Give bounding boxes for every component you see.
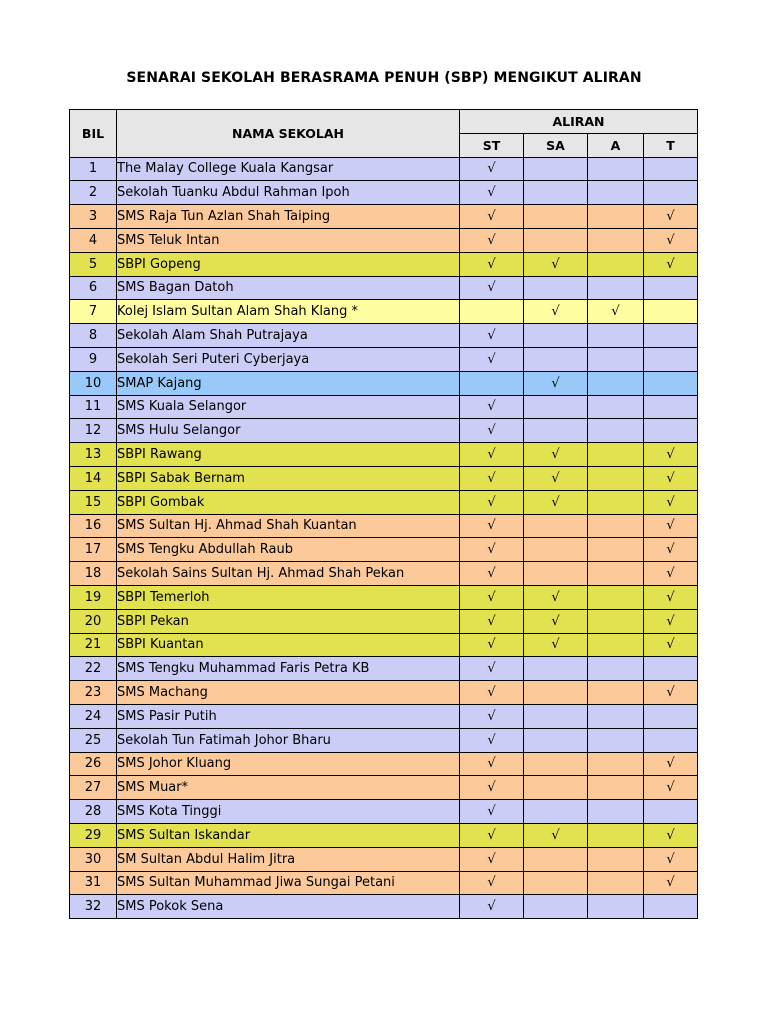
st-mark: √ bbox=[460, 895, 524, 919]
school-name: Sekolah Alam Shah Putrajaya bbox=[117, 324, 460, 348]
t-mark: √ bbox=[644, 490, 698, 514]
st-mark: √ bbox=[460, 252, 524, 276]
row-number: 4 bbox=[70, 228, 117, 252]
row-number: 2 bbox=[70, 181, 117, 205]
school-name: SMS Bagan Datoh bbox=[117, 276, 460, 300]
a-mark bbox=[588, 728, 644, 752]
t-mark: √ bbox=[644, 466, 698, 490]
sa-mark bbox=[524, 395, 588, 419]
st-mark: √ bbox=[460, 443, 524, 467]
a-mark bbox=[588, 252, 644, 276]
a-mark bbox=[588, 847, 644, 871]
t-mark: √ bbox=[644, 205, 698, 229]
school-name: SMS Sultan Muhammad Jiwa Sungai Petani bbox=[117, 871, 460, 895]
t-mark: √ bbox=[644, 228, 698, 252]
st-mark: √ bbox=[460, 490, 524, 514]
row-number: 1 bbox=[70, 157, 117, 181]
st-mark bbox=[460, 300, 524, 324]
sa-mark bbox=[524, 562, 588, 586]
row-number: 31 bbox=[70, 871, 117, 895]
a-mark bbox=[588, 181, 644, 205]
sa-mark bbox=[524, 800, 588, 824]
table-row bbox=[70, 538, 698, 562]
row-number: 29 bbox=[70, 823, 117, 847]
sa-mark: √ bbox=[524, 443, 588, 467]
row-number: 23 bbox=[70, 681, 117, 705]
row-number: 17 bbox=[70, 538, 117, 562]
t-mark: √ bbox=[644, 633, 698, 657]
header-st: ST bbox=[460, 133, 524, 157]
row-number: 14 bbox=[70, 466, 117, 490]
sa-mark: √ bbox=[524, 300, 588, 324]
sa-mark bbox=[524, 276, 588, 300]
st-mark: √ bbox=[460, 419, 524, 443]
sa-mark: √ bbox=[524, 466, 588, 490]
st-mark: √ bbox=[460, 514, 524, 538]
t-mark bbox=[644, 800, 698, 824]
sa-mark bbox=[524, 228, 588, 252]
row-number: 8 bbox=[70, 324, 117, 348]
a-mark bbox=[588, 324, 644, 348]
table-row bbox=[70, 633, 698, 657]
a-mark: √ bbox=[588, 300, 644, 324]
row-number: 25 bbox=[70, 728, 117, 752]
school-name: SBPI Gombak bbox=[117, 490, 460, 514]
school-name: Sekolah Sains Sultan Hj. Ahmad Shah Pekan bbox=[117, 562, 460, 586]
table-row bbox=[70, 657, 698, 681]
row-number: 6 bbox=[70, 276, 117, 300]
st-mark: √ bbox=[460, 752, 524, 776]
a-mark bbox=[588, 895, 644, 919]
a-mark bbox=[588, 514, 644, 538]
t-mark: √ bbox=[644, 776, 698, 800]
table-row bbox=[70, 371, 698, 395]
st-mark: √ bbox=[460, 466, 524, 490]
sa-mark: √ bbox=[524, 371, 588, 395]
row-number: 26 bbox=[70, 752, 117, 776]
school-name: SMS Hulu Selangor bbox=[117, 419, 460, 443]
header-sa: SA bbox=[524, 133, 588, 157]
row-number: 7 bbox=[70, 300, 117, 324]
st-mark: √ bbox=[460, 800, 524, 824]
a-mark bbox=[588, 704, 644, 728]
school-name: SMS Johor Kluang bbox=[117, 752, 460, 776]
t-mark: √ bbox=[644, 681, 698, 705]
a-mark bbox=[588, 776, 644, 800]
a-mark bbox=[588, 633, 644, 657]
a-mark bbox=[588, 157, 644, 181]
st-mark bbox=[460, 371, 524, 395]
t-mark: √ bbox=[644, 847, 698, 871]
school-name: SMS Muar* bbox=[117, 776, 460, 800]
a-mark bbox=[588, 228, 644, 252]
table-row bbox=[70, 585, 698, 609]
st-mark: √ bbox=[460, 562, 524, 586]
t-mark: √ bbox=[644, 562, 698, 586]
t-mark bbox=[644, 347, 698, 371]
school-name: SMS Teluk Intan bbox=[117, 228, 460, 252]
row-number: 22 bbox=[70, 657, 117, 681]
st-mark: √ bbox=[460, 538, 524, 562]
table-row bbox=[70, 823, 698, 847]
a-mark bbox=[588, 871, 644, 895]
table-row bbox=[70, 443, 698, 467]
table-row bbox=[70, 157, 698, 181]
row-number: 21 bbox=[70, 633, 117, 657]
table-row bbox=[70, 847, 698, 871]
st-mark: √ bbox=[460, 395, 524, 419]
sa-mark: √ bbox=[524, 609, 588, 633]
school-name: SBPI Gopeng bbox=[117, 252, 460, 276]
row-number: 18 bbox=[70, 562, 117, 586]
t-mark bbox=[644, 300, 698, 324]
table-row bbox=[70, 419, 698, 443]
row-number: 11 bbox=[70, 395, 117, 419]
a-mark bbox=[588, 562, 644, 586]
a-mark bbox=[588, 609, 644, 633]
t-mark: √ bbox=[644, 252, 698, 276]
t-mark bbox=[644, 895, 698, 919]
header-t: T bbox=[644, 133, 698, 157]
row-number: 30 bbox=[70, 847, 117, 871]
row-number: 20 bbox=[70, 609, 117, 633]
school-name: Sekolah Seri Puteri Cyberjaya bbox=[117, 347, 460, 371]
t-mark: √ bbox=[644, 871, 698, 895]
table-row bbox=[70, 490, 698, 514]
table-row bbox=[70, 681, 698, 705]
sa-mark bbox=[524, 657, 588, 681]
table-row bbox=[70, 871, 698, 895]
t-mark: √ bbox=[644, 443, 698, 467]
sa-mark bbox=[524, 847, 588, 871]
sa-mark: √ bbox=[524, 823, 588, 847]
table-row bbox=[70, 181, 698, 205]
sa-mark: √ bbox=[524, 633, 588, 657]
school-table bbox=[69, 109, 698, 919]
a-mark bbox=[588, 752, 644, 776]
t-mark bbox=[644, 181, 698, 205]
school-name: SMS Tengku Muhammad Faris Petra KB bbox=[117, 657, 460, 681]
t-mark bbox=[644, 324, 698, 348]
school-name: SMAP Kajang bbox=[117, 371, 460, 395]
table-header bbox=[70, 110, 698, 158]
sa-mark: √ bbox=[524, 490, 588, 514]
school-name: SBPI Sabak Bernam bbox=[117, 466, 460, 490]
st-mark: √ bbox=[460, 205, 524, 229]
row-number: 3 bbox=[70, 205, 117, 229]
row-number: 16 bbox=[70, 514, 117, 538]
a-mark bbox=[588, 347, 644, 371]
school-name: SMS Pokok Sena bbox=[117, 895, 460, 919]
school-name: SMS Raja Tun Azlan Shah Taiping bbox=[117, 205, 460, 229]
school-name: SMS Kota Tinggi bbox=[117, 800, 460, 824]
st-mark: √ bbox=[460, 609, 524, 633]
st-mark: √ bbox=[460, 871, 524, 895]
st-mark: √ bbox=[460, 347, 524, 371]
sa-mark: √ bbox=[524, 585, 588, 609]
table-row bbox=[70, 609, 698, 633]
st-mark: √ bbox=[460, 704, 524, 728]
a-mark bbox=[588, 823, 644, 847]
school-name: SBPI Temerloh bbox=[117, 585, 460, 609]
header-aliran: ALIRAN bbox=[460, 110, 698, 134]
t-mark bbox=[644, 704, 698, 728]
school-name: The Malay College Kuala Kangsar bbox=[117, 157, 460, 181]
table-row bbox=[70, 347, 698, 371]
table-row bbox=[70, 752, 698, 776]
a-mark bbox=[588, 466, 644, 490]
row-number: 24 bbox=[70, 704, 117, 728]
table-row bbox=[70, 324, 698, 348]
table-row bbox=[70, 395, 698, 419]
a-mark bbox=[588, 276, 644, 300]
sa-mark bbox=[524, 895, 588, 919]
table-row bbox=[70, 895, 698, 919]
sa-mark bbox=[524, 776, 588, 800]
a-mark bbox=[588, 681, 644, 705]
row-number: 9 bbox=[70, 347, 117, 371]
table-row bbox=[70, 800, 698, 824]
sa-mark bbox=[524, 205, 588, 229]
sa-mark bbox=[524, 681, 588, 705]
sa-mark bbox=[524, 538, 588, 562]
school-name: SM Sultan Abdul Halim Jitra bbox=[117, 847, 460, 871]
sa-mark bbox=[524, 347, 588, 371]
sa-mark bbox=[524, 728, 588, 752]
sa-mark bbox=[524, 419, 588, 443]
table-row bbox=[70, 300, 698, 324]
t-mark bbox=[644, 419, 698, 443]
sa-mark bbox=[524, 514, 588, 538]
st-mark: √ bbox=[460, 823, 524, 847]
table-row bbox=[70, 776, 698, 800]
st-mark: √ bbox=[460, 657, 524, 681]
t-mark: √ bbox=[644, 514, 698, 538]
row-number: 10 bbox=[70, 371, 117, 395]
table-row bbox=[70, 514, 698, 538]
st-mark: √ bbox=[460, 633, 524, 657]
school-name: SMS Pasir Putih bbox=[117, 704, 460, 728]
sa-mark bbox=[524, 324, 588, 348]
a-mark bbox=[588, 205, 644, 229]
a-mark bbox=[588, 419, 644, 443]
st-mark: √ bbox=[460, 157, 524, 181]
table-row bbox=[70, 466, 698, 490]
a-mark bbox=[588, 657, 644, 681]
st-mark: √ bbox=[460, 228, 524, 252]
sa-mark bbox=[524, 704, 588, 728]
table-body bbox=[70, 157, 698, 919]
st-mark: √ bbox=[460, 181, 524, 205]
a-mark bbox=[588, 443, 644, 467]
header-a: A bbox=[588, 133, 644, 157]
school-name: SBPI Rawang bbox=[117, 443, 460, 467]
t-mark bbox=[644, 371, 698, 395]
t-mark bbox=[644, 395, 698, 419]
school-name: SBPI Kuantan bbox=[117, 633, 460, 657]
t-mark: √ bbox=[644, 585, 698, 609]
table-row bbox=[70, 276, 698, 300]
t-mark: √ bbox=[644, 538, 698, 562]
header-nama-sekolah: NAMA SEKOLAH bbox=[117, 110, 460, 158]
st-mark: √ bbox=[460, 776, 524, 800]
row-number: 27 bbox=[70, 776, 117, 800]
row-number: 13 bbox=[70, 443, 117, 467]
row-number: 32 bbox=[70, 895, 117, 919]
t-mark bbox=[644, 276, 698, 300]
st-mark: √ bbox=[460, 728, 524, 752]
sa-mark bbox=[524, 871, 588, 895]
school-name: SMS Tengku Abdullah Raub bbox=[117, 538, 460, 562]
st-mark: √ bbox=[460, 681, 524, 705]
a-mark bbox=[588, 800, 644, 824]
st-mark: √ bbox=[460, 847, 524, 871]
st-mark: √ bbox=[460, 324, 524, 348]
school-name: SMS Sultan Hj. Ahmad Shah Kuantan bbox=[117, 514, 460, 538]
a-mark bbox=[588, 371, 644, 395]
sa-mark: √ bbox=[524, 252, 588, 276]
page-title: SENARAI SEKOLAH BERASRAMA PENUH (SBP) MENGIKUT ALIRAN bbox=[126, 70, 642, 86]
t-mark bbox=[644, 728, 698, 752]
table-row bbox=[70, 252, 698, 276]
school-name: SMS Kuala Selangor bbox=[117, 395, 460, 419]
school-name: SMS Sultan Iskandar bbox=[117, 823, 460, 847]
a-mark bbox=[588, 538, 644, 562]
t-mark bbox=[644, 657, 698, 681]
row-number: 15 bbox=[70, 490, 117, 514]
header-bil: BIL bbox=[70, 110, 117, 158]
t-mark: √ bbox=[644, 752, 698, 776]
sa-mark bbox=[524, 752, 588, 776]
table-row bbox=[70, 728, 698, 752]
table-row bbox=[70, 562, 698, 586]
sa-mark bbox=[524, 157, 588, 181]
row-number: 28 bbox=[70, 800, 117, 824]
table-row bbox=[70, 205, 698, 229]
sa-mark bbox=[524, 181, 588, 205]
t-mark: √ bbox=[644, 823, 698, 847]
table-row bbox=[70, 704, 698, 728]
t-mark: √ bbox=[644, 609, 698, 633]
a-mark bbox=[588, 395, 644, 419]
st-mark: √ bbox=[460, 276, 524, 300]
row-number: 5 bbox=[70, 252, 117, 276]
a-mark bbox=[588, 585, 644, 609]
row-number: 19 bbox=[70, 585, 117, 609]
row-number: 12 bbox=[70, 419, 117, 443]
school-name: SBPI Pekan bbox=[117, 609, 460, 633]
st-mark: √ bbox=[460, 585, 524, 609]
a-mark bbox=[588, 490, 644, 514]
school-name: Sekolah Tun Fatimah Johor Bharu bbox=[117, 728, 460, 752]
t-mark bbox=[644, 157, 698, 181]
school-name: Sekolah Tuanku Abdul Rahman Ipoh bbox=[117, 181, 460, 205]
school-name: SMS Machang bbox=[117, 681, 460, 705]
school-name: Kolej Islam Sultan Alam Shah Klang * bbox=[117, 300, 460, 324]
table-row bbox=[70, 228, 698, 252]
